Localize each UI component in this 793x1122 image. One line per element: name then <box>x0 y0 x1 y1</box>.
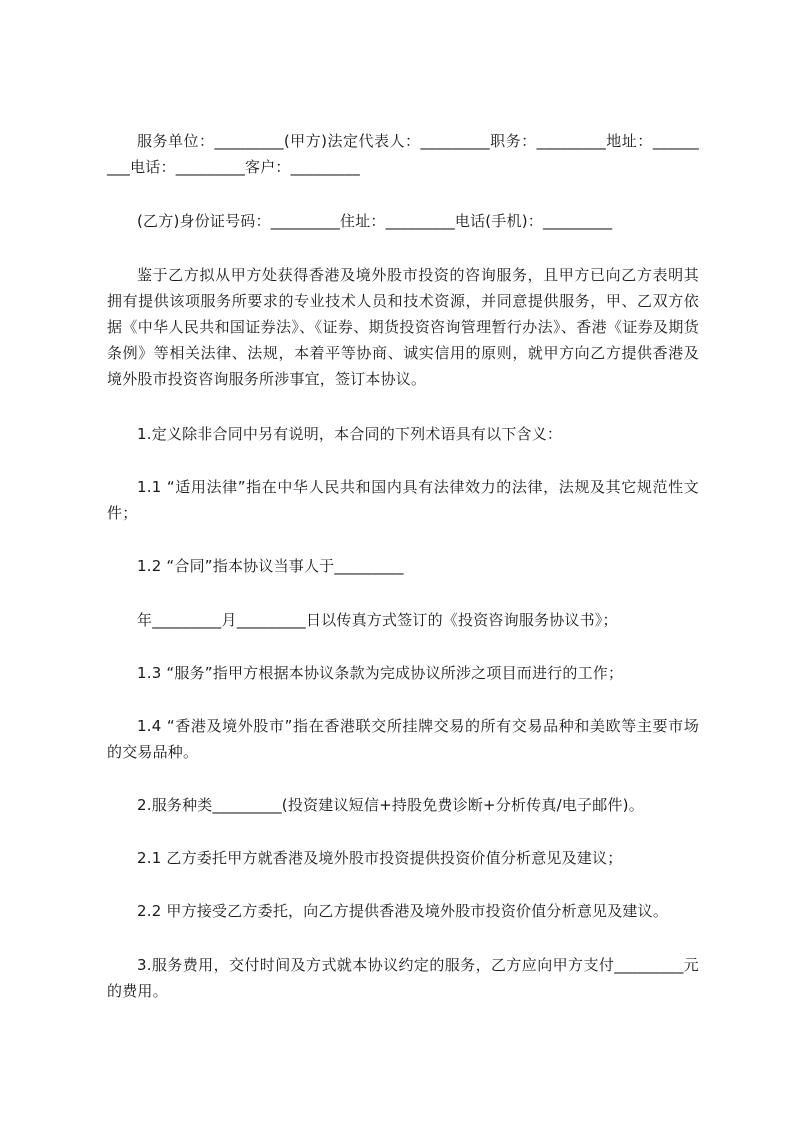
clause-2-1: 2.1 乙方委托甲方就香港及境外股市投资提供投资价值分析意见及建议； <box>137 849 623 867</box>
party-b-info: (乙方)身份证号码：_________住址：_________电话(手机)：_________ <box>137 212 613 230</box>
party-a-info: 服务单位：_________(甲方)法定代表人：_________职务：_________地址：_________电话：_________客户：_________ <box>107 132 699 176</box>
preamble-paragraph: 鉴于乙方拟从甲方处获得香港及境外股市投资的咨询服务，且甲方已向乙方表明其拥有提供该项服务所要求的专业技术人员和技术资源，并同意提供服务，甲、乙双方依据《中华人民共和国证券法》、《证券、期货投资咨询管理暂行办法》、香港《证券及期货条例》等相关法律、法规，本着平等协商、诚实信用的原则，就甲方向乙方提供香港及境外股市投资咨询服务所涉事宜，签订本协议。 <box>107 266 699 388</box>
clause-1-2: 1.2 “合同”指本协议当事人于_________ <box>137 557 404 575</box>
clause-1-3: 1.3 “服务”指甲方根据本协议条款为完成协议所涉之项目而进行的工作； <box>137 664 624 682</box>
clause-1-4: 1.4 “香港及境外股市”指在香港联交所挂牌交易的所有交易品种和美欧等主要市场的交易品种。 <box>107 717 699 761</box>
section-2-service-types: 2.服务种类_________(投资建议短信+持股免费诊断+分析传真/电子邮件)。 <box>137 796 644 814</box>
clause-1-2-date: 年_________月_________日以传真方式签订的《投资咨询服务协议书》； <box>137 611 618 629</box>
clause-2-2: 2.2 甲方接受乙方委托，向乙方提供香港及境外股市投资价值分析意见及建议。 <box>137 902 669 920</box>
clause-1-1: 1.1 “适用法律”指在中华人民共和国内具有法律效力的法律，法规及其它规范性文件； <box>107 478 699 522</box>
section-1-definitions: 1.定义除非合同中另有说明，本合同的下列术语具有以下含义： <box>137 425 563 443</box>
section-3-fees: 3.服务费用，交付时间及方式就本协议约定的服务，乙方应向甲方支付_________元的费用。 <box>107 956 699 1000</box>
